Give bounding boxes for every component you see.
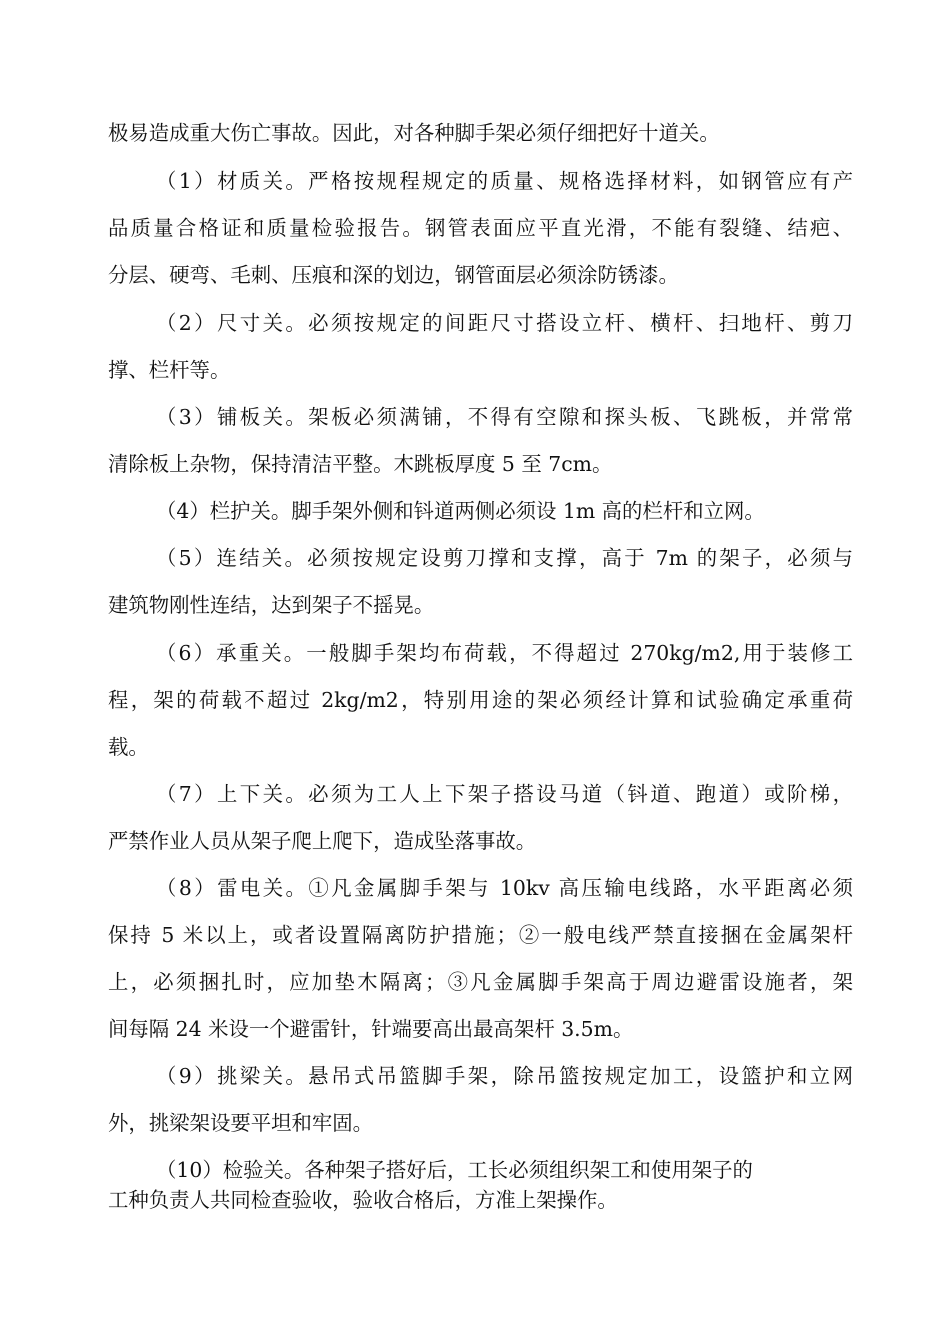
- text-line: （7）上下关。必须为工人上下架子搭设马道（钭道、跑道）或阶梯，: [156, 782, 853, 806]
- text-line: （1）材质关。严格按规程规定的质量、规格选择材料，如钢管应有产: [156, 169, 853, 193]
- text-line: （5）连结关。必须按规定设剪刀撑和支撑，高于 7m 的架子，必须与: [156, 546, 853, 570]
- text-line: （4）栏护关。脚手架外侧和钭道两侧必须设 1m 高的栏杆和立网。: [156, 499, 765, 523]
- text-line: 撑、栏杆等。: [108, 358, 231, 382]
- text-line: 严禁作业人员从架子爬上爬下，造成坠落事故。: [108, 829, 537, 853]
- text-line: 上，必须捆扎时，应加垫木隔离；③凡金属脚手架高于周边避雷设施者，架: [108, 970, 853, 994]
- text-line: 分层、硬弯、毛刺、压痕和深的划边，钢管面层必须涂防锈漆。: [108, 263, 679, 287]
- text-line: 程，架的荷载不超过 2kg/m2，特别用途的架必须经计算和试验确定承重荷: [108, 688, 853, 712]
- text-line: （2）尺寸关。必须按规定的间距尺寸搭设立杆、横杆、扫地杆、剪刀: [156, 311, 853, 335]
- text-line: 品质量合格证和质量检验报告。钢管表面应平直光滑，不能有裂缝、结疤、: [108, 216, 853, 240]
- text-line: 建筑物刚性连结，达到架子不摇晃。: [108, 593, 435, 617]
- text-line: （6）承重关。一般脚手架均布荷载，不得超过 270kg/m2,用于装修工: [156, 641, 853, 665]
- text-line: 清除板上杂物，保持清洁平整。木跳板厚度 5 至 7cm。: [108, 452, 613, 476]
- text-line: （10）检验关。各种架子搭好后，工长必须组织架工和使用架子的: [156, 1158, 753, 1182]
- text-line: 载。: [108, 735, 149, 759]
- text-line: 保持 5 米以上，或者设置隔离防护措施；②一般电线严禁直接捆在金属架杆: [108, 923, 853, 947]
- text-line: （8）雷电关。①凡金属脚手架与 10kv 高压输电线路，水平距离必须: [156, 876, 853, 900]
- text-line: （3）铺板关。架板必须满铺，不得有空隙和探头板、飞跳板，并常常: [156, 405, 853, 429]
- text-line: 极易造成重大伤亡事故。因此，对各种脚手架必须仔细把好十道关。: [108, 121, 720, 145]
- text-line: 工种负责人共同检查验收，验收合格后，方准上架操作。: [108, 1188, 618, 1212]
- text-line: 外，挑梁架设要平坦和牢固。: [108, 1111, 374, 1135]
- text-line: 间每隔 24 米设一个避雷针，针端要高出最高架杆 3.5m。: [108, 1017, 634, 1041]
- text-line: （9）挑梁关。悬吊式吊篮脚手架，除吊篮按规定加工，设篮护和立网: [156, 1064, 853, 1088]
